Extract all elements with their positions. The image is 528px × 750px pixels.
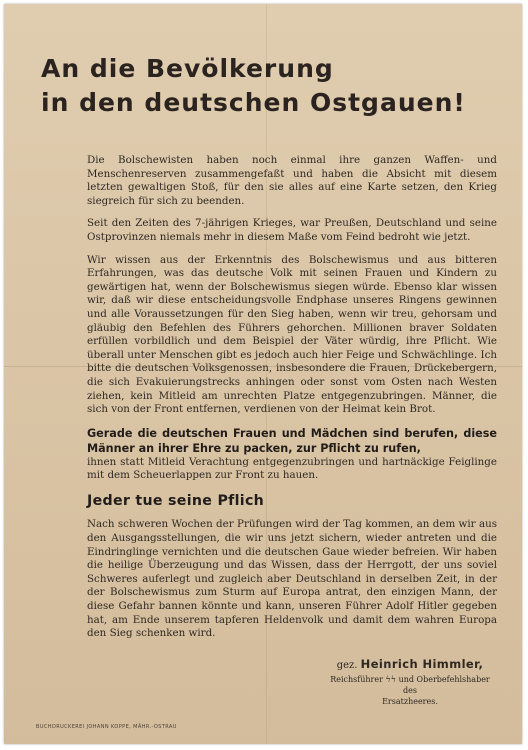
signature-block xyxy=(322,657,498,707)
subheading: Jeder tue seine Pflich xyxy=(87,492,265,509)
signature-name: Heinrich Himmler, xyxy=(360,657,484,671)
signature-command: Ersatzheeres. xyxy=(382,697,438,706)
poster-title xyxy=(41,52,466,120)
signature-rank: Reichsführer xyxy=(330,675,383,684)
printer-imprint: BUCHDRUCKEREI JOHANN KOPPE, MÄHR.-OSTRAU xyxy=(36,724,177,730)
paragraph-2: Seit den Zeiten des 7-jährigen Krieges, war Preußen, Deutschland und seine Ostprovinzen niemals mehr in diesem Maße vom Feind bedroht wie jetzt. xyxy=(87,217,497,243)
signature-rank-rest: und Oberbefehlshaber des xyxy=(398,675,490,695)
paragraph-5: Nach schweren Wochen der Prüfungen wird der Tag kommen, an dem wir aus den Ausgangsstellungen, die wir uns jetzt sichern, wieder antreten und die Eindringlinge vernichten und die deutschen Gaue wieder befreien. Wir haben die heilige Überzeugung und das Wissen, dass der Herrgott, der uns soviel Schweres auferlegt und zugleich aber Deutschland in derselben Zeit, in der der Bolschewismus zum Sturm auf Europa antrat, den einzigen Mann, der diese Gefahr bannen könnte und kann, unseren Führer Adolf Hitler gegeben hat, am Ende unserem tapferen Heldenvolk und damit dem wahren Europa den Sieg schenken wird. xyxy=(87,518,497,640)
poster-sheet xyxy=(4,4,522,744)
paragraph-4-text: ihnen statt Mitleid Verachtung entgegenzubringen und hartnäckige Feiglinge mit dem Scheuerlappen zur Front zu hauen. xyxy=(87,455,497,482)
signature-prefix: gez. xyxy=(336,660,358,671)
signature-title xyxy=(322,674,498,707)
paragraph-4 xyxy=(87,426,497,483)
paragraph-3: Wir wissen aus der Erkenntnis des Bolschewismus und aus bitteren Erfahrungen, was das deutsche Volk mit seinen Frauen und Kindern zu gewärtigen hat, wenn der Bolschewismus siegen würde. Ebenso klar wissen wir, daß wir diese entscheidungsvolle Endphase unseres Ringens gewinnen und alle Voraussetzungen für den Sieg haben, wenn wir treu, gehorsam und gläubig den Befehlen des Führers gehorchen. Millionen braver Soldaten erfüllen vorbildlich und dem Beispiel der Väter würdig, ihre Pflicht. Wie überall unter Menschen gibt es jedoch auch hier Feige und Schwächlinge. Ich bitte die deutschen Volksgenossen, insbesondere die Frauen, Drückebergern, die sich Evakuierungstrecks anhingen oder sonst vom Osten nach Westen ziehen, kein Mitleid am unrechten Platze entgegenzubringen. Männer, die sich von der Front entfernen, verdienen von der Heimat kein Brot. xyxy=(87,253,497,416)
ss-rune-mark: ϟϟ xyxy=(385,675,397,684)
title-line-1: An die Bevölkerung xyxy=(41,54,334,83)
title-line-2: in den deutschen Ostgauen! xyxy=(41,88,466,117)
emphasized-appeal: Gerade die deutschen Frauen und Mädchen sind berufen, diese Männer an ihrer Ehre zu packen, zur Pflicht zu rufen, xyxy=(87,426,497,455)
paragraph-1: Die Bolschewisten haben noch einmal ihre ganzen Waffen- und Menschenreserven zusammengefaßt und haben die Absicht mit diesem letzten gewaltigen Stoß, für den sie alles auf eine Karte setzen, den Krieg siegreich für sich zu beenden. xyxy=(87,154,497,207)
poster-body xyxy=(87,154,497,650)
